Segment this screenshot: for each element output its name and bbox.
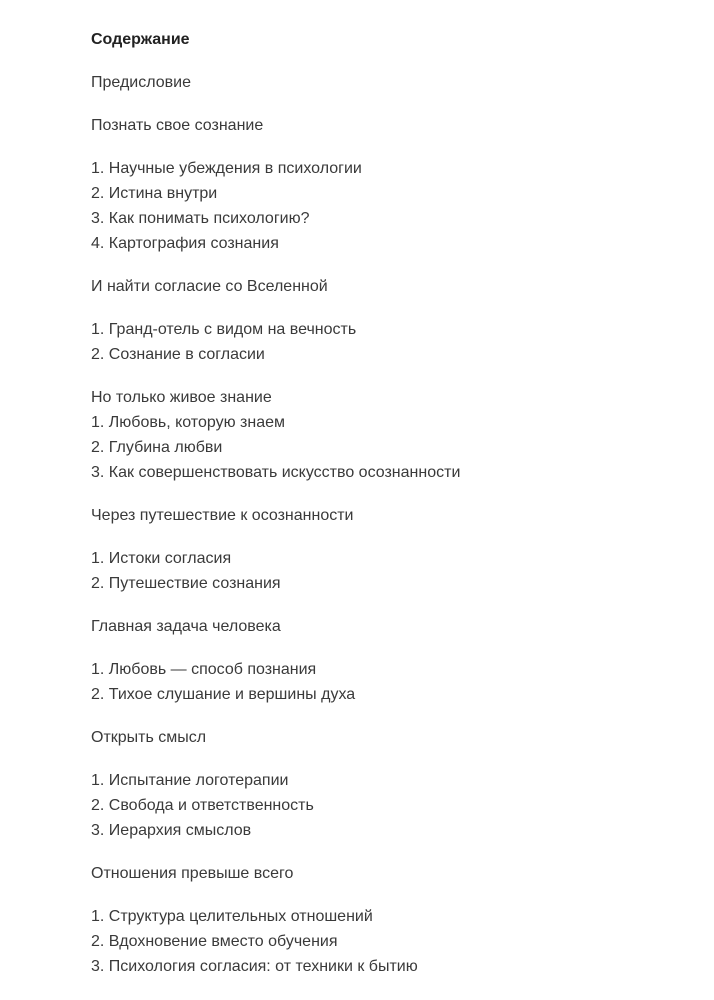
toc-line: Предисловие — [91, 74, 191, 91]
toc-line: 4. Картография сознания — [91, 235, 279, 252]
toc-line: Отношения превыше всего — [91, 865, 294, 882]
toc-line: 1. Структура целительных отношений — [91, 908, 373, 925]
toc-line: 2. Вдохновение вместо обучения — [91, 933, 338, 950]
toc-line: 3. Иерархия смыслов — [91, 822, 252, 839]
toc-line: 2. Истина внутри — [91, 185, 218, 202]
toc-list — [91, 70, 691, 979]
page-title: Содержание — [91, 31, 190, 48]
toc-line: 2. Путешествие сознания — [91, 575, 281, 592]
toc-line: И найти согласие со Вселенной — [91, 278, 328, 295]
toc-line: 1. Гранд-отель с видом на вечность — [91, 321, 357, 338]
toc-line: 2. Сознание в согласии — [91, 346, 265, 363]
table-of-contents — [91, 27, 691, 979]
toc-line: Но только живое знание — [91, 389, 272, 406]
toc-line: 2. Тихое слушание и вершины духа — [91, 686, 356, 703]
toc-line: 2. Свобода и ответственность — [91, 797, 314, 814]
toc-line: 1. Истоки согласия — [91, 550, 232, 567]
toc-line: Познать свое сознание — [91, 117, 264, 134]
toc-line: 1. Любовь — способ познания — [91, 661, 317, 678]
toc-line: 1. Научные убеждения в психологии — [91, 160, 362, 177]
toc-line: Через путешествие к осознанности — [91, 507, 354, 524]
toc-line: 3. Психология согласия: от техники к бытию — [91, 958, 418, 975]
toc-line: 3. Как совершенствовать искусство осознанности — [91, 464, 461, 481]
toc-line: Открыть смысл — [91, 729, 207, 746]
toc-line: 1. Испытание логотерапии — [91, 772, 289, 789]
toc-line: 2. Глубина любви — [91, 439, 223, 456]
toc-line: 1. Любовь, которую знаем — [91, 414, 285, 431]
toc-line: Главная задача человека — [91, 618, 281, 635]
toc-line: 3. Как понимать психологию? — [91, 210, 310, 227]
